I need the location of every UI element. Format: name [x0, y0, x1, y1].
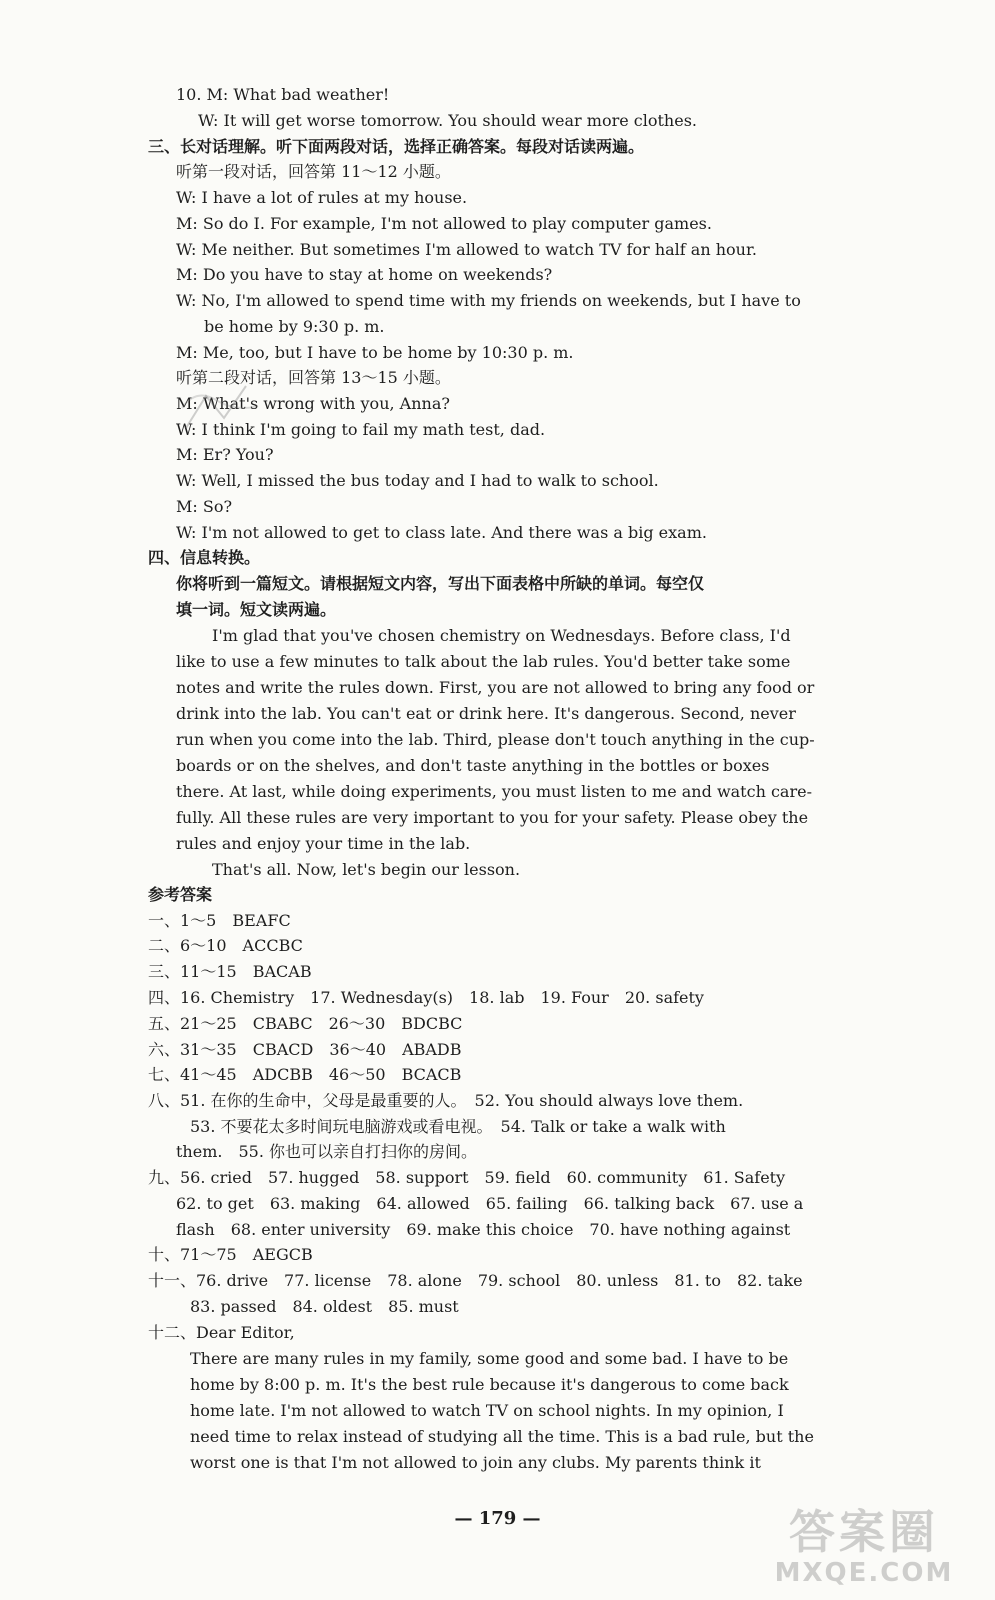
text-line: M: Me, too, but I have to be home by 10:30 p. m. — [176, 343, 574, 362]
watermark-logo-text: 答案圈 — [789, 1505, 939, 1559]
essay-line: There are many rules in my family, some good and some bad. I have to be — [190, 1349, 789, 1368]
answer-line: 六、31～35 CBACD 36～40 ABADB — [148, 1040, 462, 1059]
essay-line: home late. I'm not allowed to watch TV on school nights. In my opinion, I — [190, 1401, 784, 1420]
text-line: fully. All these rules are very important to you for your safety. Please obey the — [176, 808, 809, 827]
text-line: notes and write the rules down. First, you are not allowed to bring any food or — [176, 678, 815, 697]
text-line: W: I think I'm going to fail my math test, dad. — [176, 420, 546, 439]
text-line: rules and enjoy your time in the lab. — [176, 834, 471, 853]
answer-line: 62. to get 63. making 64. allowed 65. failing 66. talking back 67. use a — [176, 1194, 804, 1213]
answer-line: 十一、76. drive 77. license 78. alone 79. school 80. unless 81. to 82. take — [148, 1271, 803, 1290]
text-line: M: Do you have to stay at home on weekends? — [176, 265, 553, 284]
answer-line: 七、41～45 ADCBB 46～50 BCACB — [148, 1065, 462, 1084]
faint-stamp-mark — [176, 378, 266, 438]
answer-line: 十二、Dear Editor, — [148, 1323, 295, 1342]
text-line: drink into the lab. You can't eat or drink here. It's dangerous. Second, never — [176, 704, 796, 723]
text-line: M: Er? You? — [176, 445, 274, 464]
answer-line: 53. 不要花太多时间玩电脑游戏或看电视。 54. Talk or take a walk with — [190, 1117, 726, 1136]
answer-line: flash 68. enter university 69. make this choice 70. have nothing against — [176, 1220, 791, 1239]
answer-line: 一、1～5 BEAFC — [148, 911, 291, 930]
instruction-line: 你将听到一篇短文。请根据短文内容，写出下面表格中所缺的单词。每空仅 — [176, 574, 705, 593]
text-line: like to use a few minutes to talk about the lab rules. You'd better take some — [176, 652, 791, 671]
essay-line: worst one is that I'm not allowed to join any clubs. My parents think it — [190, 1453, 761, 1472]
text-line: 听第二段对话，回答第 13～15 小题。 — [176, 368, 451, 387]
page-number: — 179 — — [454, 1508, 541, 1529]
text-line: That's all. Now, let's begin our lesson. — [212, 860, 521, 879]
text-line: 听第一段对话，回答第 11～12 小题。 — [176, 162, 451, 181]
answer-line: 83. passed 84. oldest 85. must — [190, 1297, 459, 1316]
answer-line: 二、6～10 ACCBC — [148, 936, 303, 955]
text-line: run when you come into the lab. Third, please don't touch anything in the cup- — [176, 730, 815, 749]
text-line: W: Well, I missed the bus today and I had to walk to school. — [176, 471, 659, 490]
answer-line: 三、11～15 BACAB — [148, 962, 312, 981]
text-line: M: What's wrong with you, Anna? — [176, 394, 450, 413]
section-heading: 三、长对话理解。听下面两段对话，选择正确答案。每段对话读两遍。 — [148, 137, 645, 156]
text-line: be home by 9:30 p. m. — [204, 317, 385, 336]
text-line: I'm glad that you've chosen chemistry on Wednesdays. Before class, I'd — [212, 626, 791, 645]
section-heading: 四、信息转换。 — [148, 548, 261, 567]
answer-line: 十、71～75 AEGCB — [148, 1245, 313, 1264]
text-line: there. At last, while doing experiments, you must listen to me and watch care- — [176, 782, 812, 801]
text-line: boards or on the shelves, and don't taste anything in the bottles or boxes — [176, 756, 770, 775]
answer-line: them. 55. 你也可以亲自打扫你的房间。 — [176, 1142, 477, 1161]
answer-line: 九、56. cried 57. hugged 58. support 59. field 60. community 61. Safety — [148, 1168, 786, 1187]
text-line: M: So do I. For example, I'm not allowed to play computer games. — [176, 214, 712, 233]
text-line: W: I'm not allowed to get to class late. And there was a big exam. — [176, 523, 707, 542]
answer-line: 五、21～25 CBABC 26～30 BDCBC — [148, 1014, 463, 1033]
text-line: W: I have a lot of rules at my house. — [176, 188, 468, 207]
text-line: W: It will get worse tomorrow. You should wear more clothes. — [198, 111, 697, 130]
watermark — [739, 1506, 989, 1596]
answer-line: 八、51. 在你的生命中，父母是最重要的人。 52. You should always love them. — [148, 1091, 744, 1110]
text-line: W: No, I'm allowed to spend time with my friends on weekends, but I have to — [176, 291, 801, 310]
answer-key-heading: 参考答案 — [148, 885, 213, 904]
text-line: W: Me neither. But sometimes I'm allowed to watch TV for half an hour. — [176, 240, 757, 259]
instruction-line: 填一词。短文读两遍。 — [176, 600, 337, 619]
text-line: M: So? — [176, 497, 233, 516]
essay-line: home by 8:00 p. m. It's the best rule because it's dangerous to come back — [190, 1375, 789, 1394]
answer-line: 四、16. Chemistry 17. Wednesday(s) 18. lab 19. Four 20. safety — [148, 988, 704, 1007]
essay-line: need time to relax instead of studying all the time. This is a bad rule, but the — [190, 1427, 814, 1446]
watermark-url: MXQE.COM — [774, 1558, 954, 1588]
text-line: 10. M: What bad weather! — [176, 85, 390, 104]
